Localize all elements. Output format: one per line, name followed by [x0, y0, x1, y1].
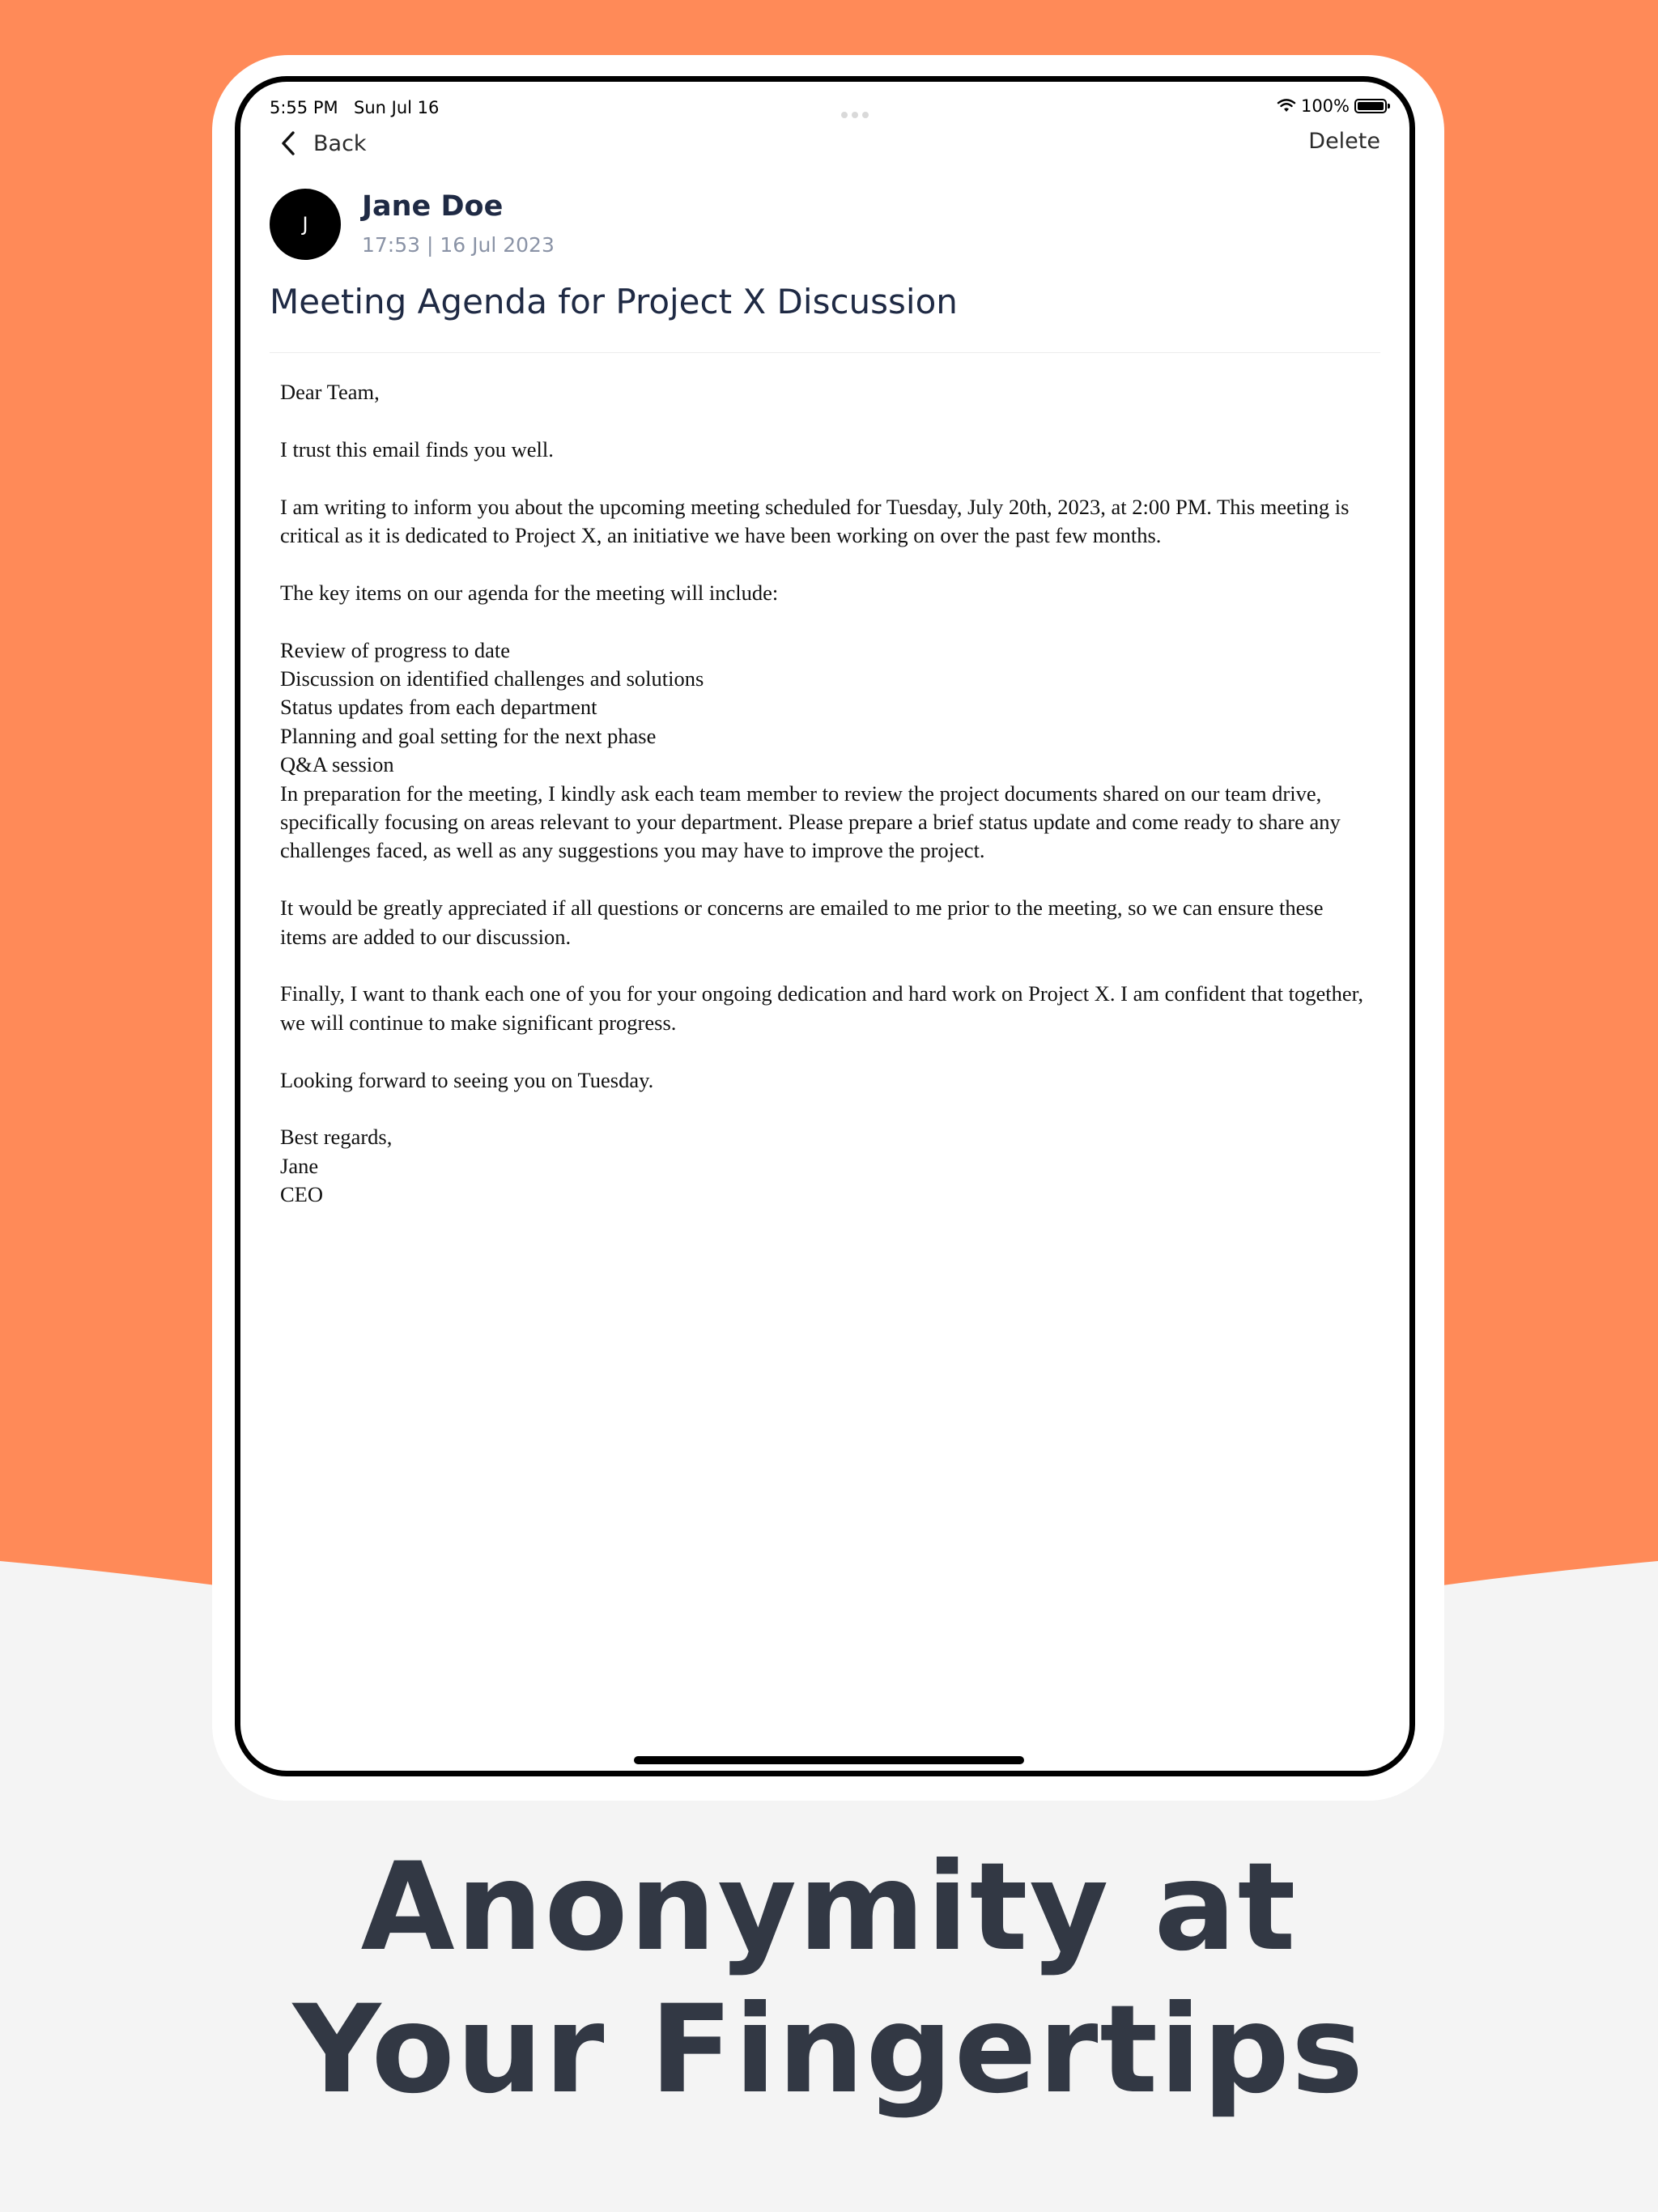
delete-button[interactable]: Delete [1308, 129, 1380, 154]
multitasking-dots-icon[interactable] [841, 103, 873, 122]
home-indicator[interactable] [634, 1756, 1024, 1764]
agenda-list [280, 636, 1365, 780]
divider [270, 352, 1380, 353]
email-paragraph: Finally, I want to thank each one of you for your ongoing dedication and hard work on Project X. I am confident that together, we will continue to make significant progress. [280, 981, 1364, 1035]
marketing-tagline [0, 1836, 1658, 2121]
chevron-left-icon [281, 130, 295, 156]
email-paragraph: In preparation for the meeting, I kindly ask each team member to review the project documents shared on our team drive, specifically focusing on areas relevant to your department. Please prepare a brief status update and come ready to share any challenges faced, as well as any suggestions you may have to improve the project. [280, 781, 1341, 863]
tablet-screen [235, 76, 1415, 1776]
battery-icon [1354, 99, 1387, 113]
tagline-line-1: Anonymity at [360, 1837, 1298, 1978]
email-paragraph: I trust this email finds you well. [280, 436, 554, 462]
back-label: Back [313, 130, 367, 156]
agenda-item: Q&A session [280, 752, 394, 777]
agenda-item: Review of progress to date [280, 637, 511, 662]
email-paragraph: Looking forward to seeing you on Tuesday. [280, 1067, 654, 1092]
email-paragraph: It would be greatly appreciated if all questions or concerns are emailed to me prior to the meeting, so we can ensure these items are added to our discussion. [280, 895, 1324, 949]
email-subject: Meeting Agenda for Project X Discussion [270, 282, 958, 321]
battery-percentage: 100% [1300, 96, 1350, 116]
back-button[interactable] [281, 125, 367, 161]
email-paragraph: The key items on our agenda for the meeting will include: [280, 580, 779, 605]
email-greeting: Dear Team, [280, 380, 380, 404]
signature-title: CEO [280, 1182, 323, 1207]
status-right [1277, 96, 1387, 116]
tagline-line-2: Your Fingertips [292, 1980, 1366, 2121]
status-date: Sun Jul 16 [354, 98, 440, 117]
wifi-icon [1277, 99, 1296, 113]
avatar: J [270, 189, 341, 260]
agenda-item: Planning and goal setting for the next phase [280, 723, 657, 748]
agenda-item: Discussion on identified challenges and solutions [280, 666, 704, 691]
email-timestamp: 17:53 | 16 Jul 2023 [362, 233, 555, 257]
signature-name: Jane [280, 1153, 319, 1178]
sender-name: Jane Doe [362, 190, 504, 223]
email-paragraph: I am writing to inform you about the upcoming meeting scheduled for Tuesday, July 20th, 2023, at 2:00 PM. This meeting is critical as it is dedicated to Project X, an initiative we have been working on over the past few months. [280, 494, 1350, 547]
status-bar [270, 93, 1387, 121]
status-time: 5:55 PM [270, 98, 338, 117]
email-closing: Best regards, [280, 1125, 393, 1150]
email-body [280, 378, 1365, 1210]
agenda-item: Status updates from each department [280, 695, 597, 720]
